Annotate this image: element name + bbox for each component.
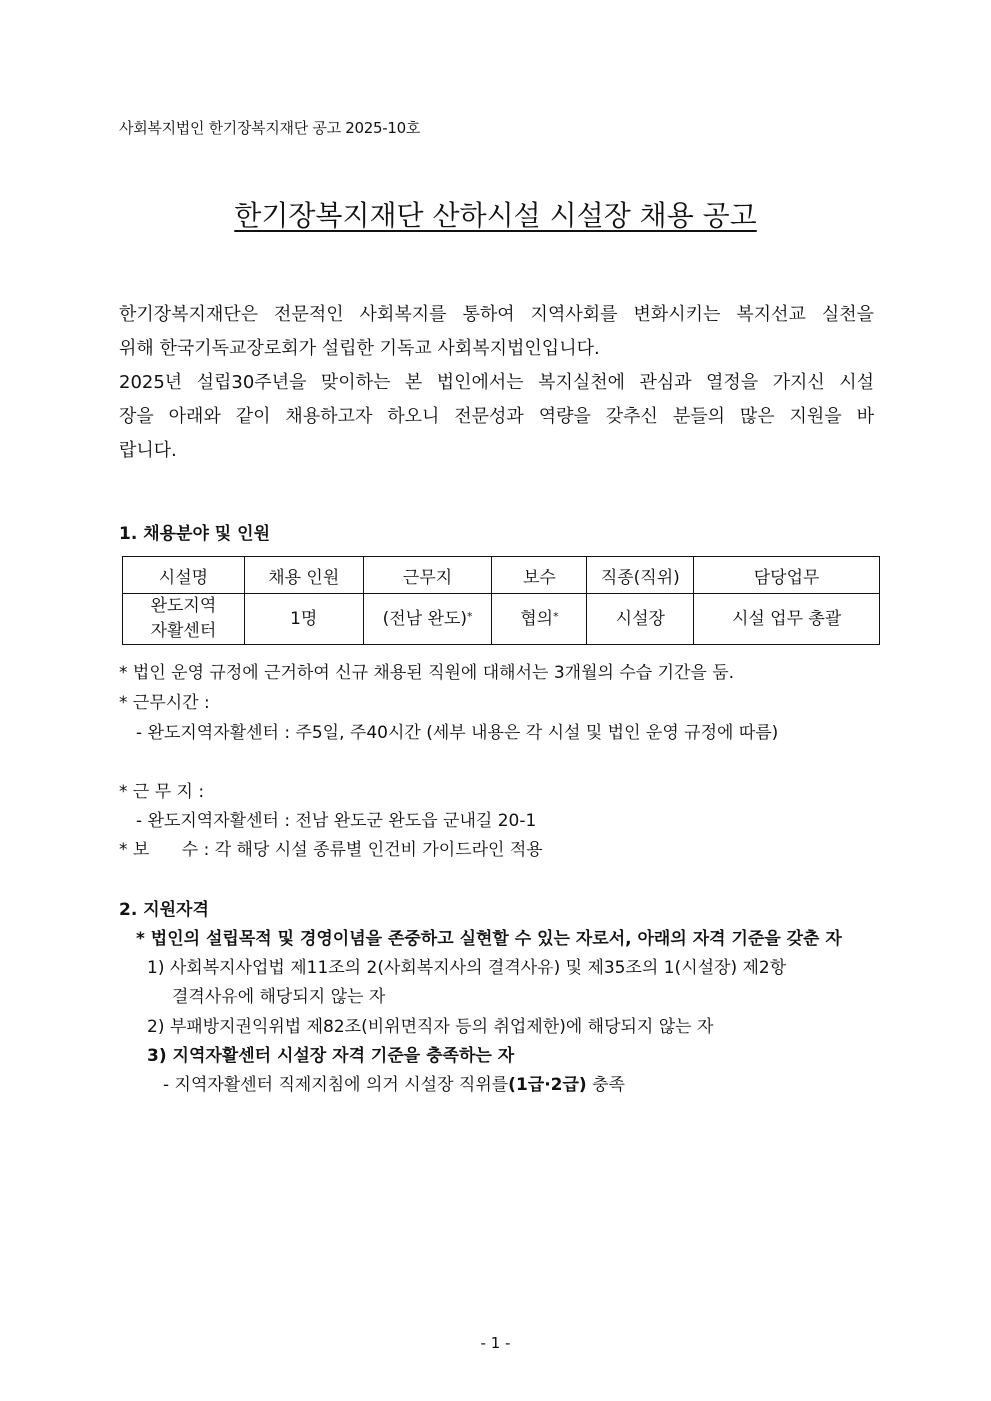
notice-number: 사회복지법인 한기장복지재단 공고 2025-10호: [119, 119, 421, 137]
note-probation: * 법인 운영 규정에 근거하여 신규 채용된 직원에 대해서는 3개월의 수습 기간을 둠.: [119, 663, 735, 683]
qualification-item-1: 1) 사회복지사업법 제11조의 2(사회복지사의 결격사유) 및 제35조의 1(시설장) 제2항: [147, 958, 787, 978]
sub-text: - 지역자활센터 직제지침에 의거 시설장 직위를: [163, 1075, 509, 1095]
note-place-label: * 근 무 지 :: [119, 782, 205, 802]
duty-cell: 시설 업무 총괄: [694, 594, 880, 645]
table-header-cell: 담당업무: [694, 557, 880, 594]
recruitment-table: [122, 556, 880, 645]
intro-paragraph: [119, 298, 874, 468]
section-heading-qualifications: 2. 지원자격: [119, 900, 209, 920]
note-hours-detail: - 완도지역자활센터 : 주5일, 주40시간 (세부 내용은 각 시설 및 법인 운영 규정에 따름): [136, 723, 779, 743]
facility-name-cell: [123, 594, 245, 645]
facility-name-line: 자활센터: [150, 621, 217, 641]
intro-line: 랍니다.: [119, 440, 177, 461]
table-header-cell: 보수: [492, 557, 587, 594]
facility-name-line: 완도지역: [150, 596, 217, 616]
note-hours-label: * 근무시간 :: [119, 693, 210, 713]
qualification-item-3: 3) 지역자활센터 시설장 자격 기준을 충족하는 자: [147, 1046, 515, 1066]
note-place-detail: - 완도지역자활센터 : 전남 완도군 완도읍 군내길 20-1: [136, 811, 537, 831]
qualification-item-2: 2) 부패방지권익위법 제82조(비위면직자 등의 취업제한)에 해당되지 않는 자: [147, 1017, 714, 1037]
note-pay: * 보 수 : 각 해당 시설 종류별 인건비 가이드라인 적용: [119, 840, 543, 860]
qualification-item-3-sub: [163, 1070, 625, 1095]
intro-line: 한기장복지재단은 전문적인 사회복지를 통하여 지역사회를 변화시키는 복지선교 실천을: [119, 304, 874, 325]
table-header-cell: 직종(직위): [587, 557, 694, 594]
page-number: - 1 -: [480, 1334, 511, 1352]
section-heading-recruitment: 1. 채용분야 및 인원: [119, 524, 270, 544]
footnote-mark: *: [467, 609, 473, 623]
page-title-text: 한기장복지재단 산하시설 시설장 채용 공고: [234, 199, 757, 232]
sub-text: 충족: [592, 1075, 625, 1095]
table-header-cell: 채용 인원: [244, 557, 363, 594]
position-cell: 시설장: [587, 594, 694, 645]
qualification-item-1-continued: 결격사유에 해당되지 않는 자: [172, 987, 386, 1007]
location-text: (전남 완도): [382, 608, 467, 629]
headcount-cell: 1명: [244, 594, 363, 645]
intro-line: 2025년 설립30주년을 맞이하는 본 법인에서는 복지실천에 관심과 열정을 가지신 시설: [119, 372, 874, 393]
pay-cell: [492, 594, 587, 645]
table-header-cell: 근무지: [363, 557, 492, 594]
table-row: [123, 594, 880, 645]
table-header-cell: 시설명: [123, 557, 245, 594]
grade-text: (1급·2급): [508, 1075, 587, 1095]
intro-line: 장을 아래와 같이 채용하고자 하오니 전문성과 역량을 갖추신 분들의 많은 지원을 바: [119, 406, 874, 427]
pay-text: 협의: [520, 608, 554, 629]
page-title: [0, 194, 991, 234]
location-cell: [363, 594, 492, 645]
intro-line: 위해 한국기독교장로회가 설립한 기독교 사회복지법인입니다.: [119, 338, 600, 359]
footnote-mark: *: [553, 609, 559, 623]
table-header-row: [123, 557, 880, 594]
qualification-lead: * 법인의 설립목적 및 경영이념을 존중하고 실현할 수 있는 자로서, 아래의 자격 기준을 갖춘 자: [136, 929, 842, 949]
